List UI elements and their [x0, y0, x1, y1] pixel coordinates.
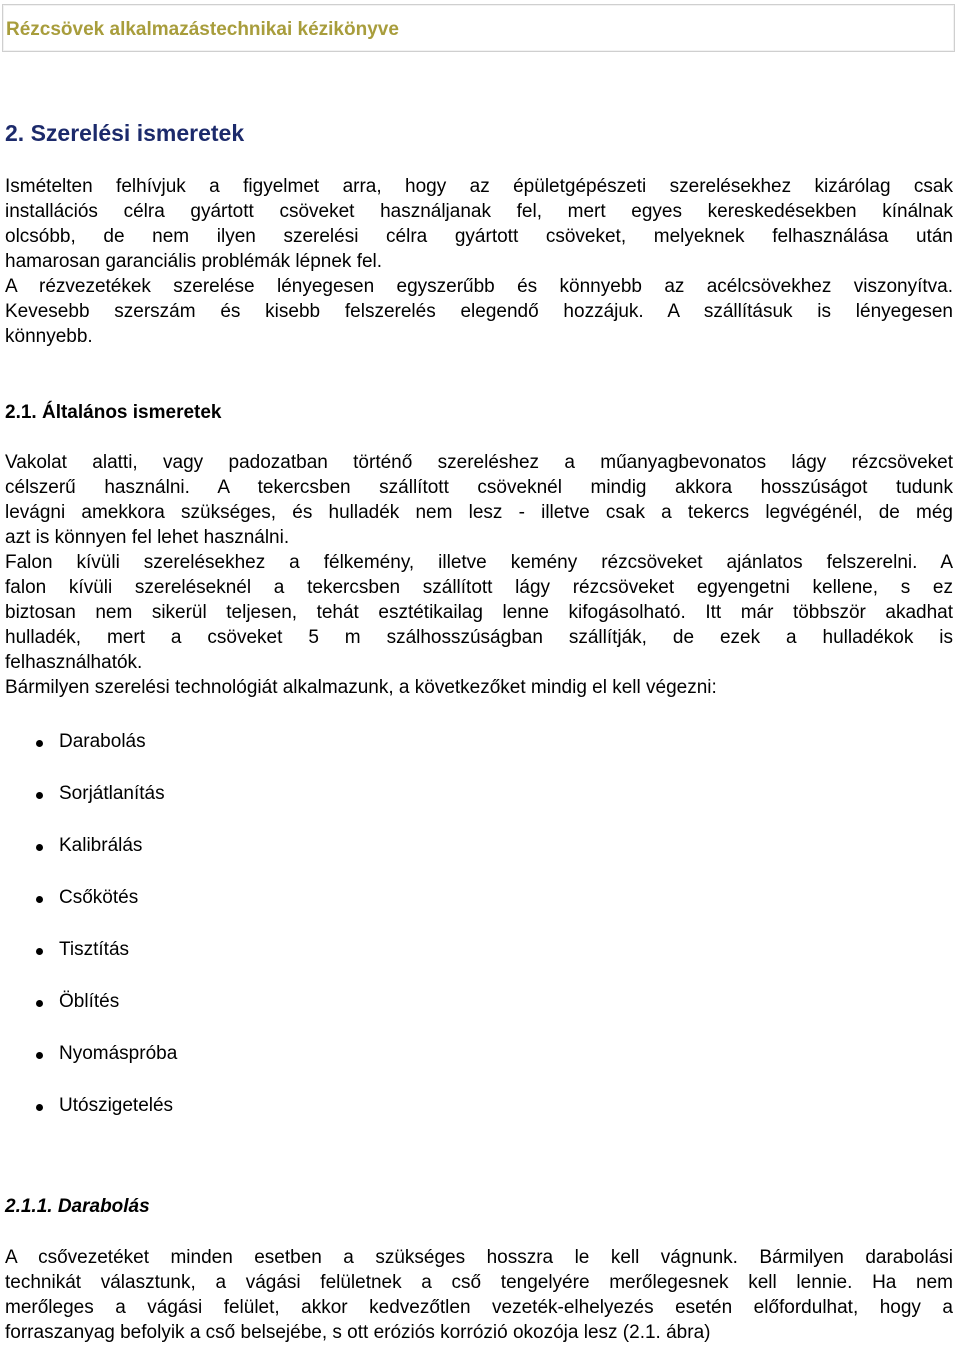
text-line: technikát választunk, a vágási felületnek a cső tengelyére merőlegesnek kell lennie. Ha nem — [5, 1272, 953, 1293]
bullet-icon — [36, 844, 43, 851]
text-line: olcsóbb, de nem ilyen szerelési célra gyártott csöveket, melyeknek felhasználása után — [5, 226, 953, 247]
list-item-label: Utószigetelés — [59, 1095, 174, 1116]
list-item — [0, 988, 177, 1040]
text-line: könnyebb. — [5, 326, 93, 347]
list-item — [0, 832, 177, 884]
text-line: forraszanyag befolyik a cső belsejébe, s ott eróziós korrózió okozója lesz (2.1. ábra) — [5, 1322, 711, 1343]
text-line: A rézvezetékek szerelése lényegesen egyszerűbb és könnyebb az acélcsövekhez viszonyítva. — [5, 276, 953, 297]
text-line: célszerű használni. A tekercsben szállított csöveknél mindig akkora hosszúságot tudunk — [5, 477, 953, 498]
text-line: Kevesebb szerszám és kisebb felszerelés elegendő hozzájuk. A szállításuk is lényegesen — [5, 301, 953, 322]
text-line: Bármilyen szerelési technológiát alkalmazunk, a következőket mindig el kell végezni: — [5, 677, 717, 698]
bullet-icon — [36, 948, 43, 955]
text-line: A csővezetéket minden esetben a szükséges hosszra le kell vágnunk. Bármilyen darabolási — [5, 1247, 953, 1268]
text-line: Vakolat alatti, vagy padozatban történő szereléshez a műanyagbevonatos lágy rézcsöveket — [5, 452, 953, 473]
list-item-label: Sorjátlanítás — [59, 783, 165, 804]
bullet-icon — [36, 1104, 43, 1111]
section-heading: 2. Szerelési ismeretek — [5, 120, 245, 146]
list-item-label: Darabolás — [59, 731, 146, 752]
text-line: felhasználhatók. — [5, 652, 143, 673]
text-line: falon kívüli szereléseknél a tekercsben szállított lágy rézcsöveket egyengetni kellene, s ez — [5, 577, 953, 598]
bullet-icon — [36, 896, 43, 903]
list-item — [0, 1040, 177, 1092]
list-item — [0, 1092, 177, 1144]
list-item — [0, 884, 177, 936]
bullet-icon — [36, 740, 43, 747]
bullet-icon — [36, 1052, 43, 1059]
list-item — [0, 936, 177, 988]
bullet-icon — [36, 792, 43, 799]
document-title: Rézcsövek alkalmazástechnikai kézikönyve — [6, 19, 399, 40]
bullet-icon — [36, 1000, 43, 1007]
list-item — [0, 780, 177, 832]
list-item-label: Öblítés — [59, 991, 120, 1012]
text-line: biztosan nem sikerül teljesen, tehát esztétikailag lenne kifogásolható. Itt már többször akadhat — [5, 602, 953, 623]
text-line: Falon kívüli szerelésekhez a félkemény, illetve kemény rézcsöveket ajánlatos felszerelni. A — [5, 552, 953, 573]
text-line: azt is könnyen fel lehet használni. — [5, 527, 290, 548]
subsection-heading: 2.1. Általános ismeretek — [5, 402, 222, 423]
text-line: Ismételten felhívjuk a figyelmet arra, hogy az épületgépészeti szerelésekhez kizárólag csak — [5, 176, 953, 197]
subsubsection-heading: 2.1.1. Darabolás — [5, 1196, 150, 1217]
list-item-label: Kalibrálás — [59, 835, 143, 856]
text-line: installációs célra gyártott csöveket használjanak fel, mert egyes kereskedésekben kínálnak — [5, 201, 953, 222]
list-item — [0, 728, 177, 780]
text-line: levágni amekkora szükséges, és hulladék nem lesz - illetve csak a tekercs legvégénél, de még — [5, 502, 953, 523]
list-item-label: Csőkötés — [59, 887, 139, 908]
list-item-label: Nyomáspróba — [59, 1043, 178, 1064]
text-line: merőleges a vágási felület, akkor kedvezőtlen vezeték-elhelyezés esetén előfordulhat, hogy a — [5, 1297, 953, 1318]
procedure-steps-list — [0, 728, 177, 1144]
subsubsection-paragraph — [5, 1245, 953, 1345]
list-item-label: Tisztítás — [59, 939, 130, 960]
section-intro-paragraph — [5, 174, 953, 349]
text-line: hamarosan garanciális problémák lépnek fel. — [5, 251, 383, 272]
document-header — [2, 4, 955, 52]
subsection-paragraph — [5, 450, 953, 700]
text-line: hulladék, mert a csöveket 5 m szálhosszúságban szállítják, de ezek a hulladékok is — [5, 627, 953, 648]
